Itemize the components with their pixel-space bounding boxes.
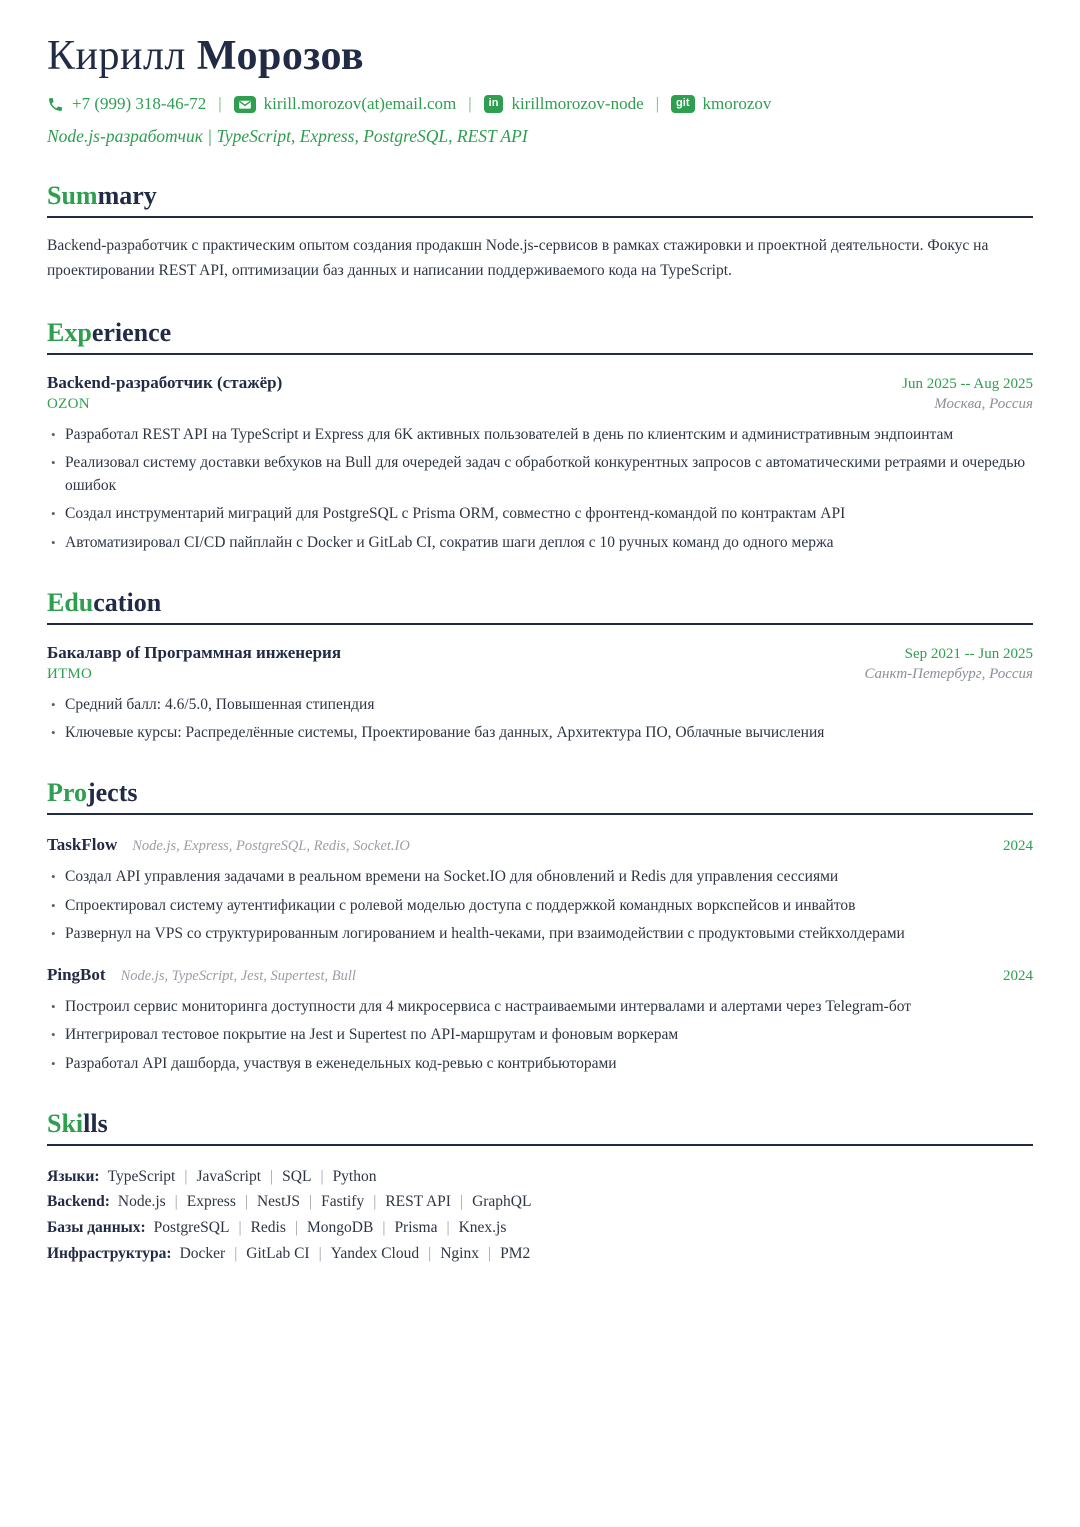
skill-item: Fastify | bbox=[321, 1193, 385, 1210]
separator bbox=[218, 94, 221, 114]
project-stack: Node.js, Express, PostgreSQL, Redis, Socket.IO bbox=[132, 838, 410, 855]
skill-row-backend bbox=[47, 1189, 1033, 1215]
git-handle: kmorozov bbox=[702, 94, 772, 113]
section-title-education bbox=[47, 588, 1033, 625]
email-icon bbox=[234, 96, 256, 113]
job-title: Backend-разработчик (стажёр) bbox=[47, 372, 283, 392]
section-title-prefix: Pro bbox=[47, 778, 87, 808]
skill-item: JavaScript | bbox=[196, 1168, 282, 1185]
project-stack: Node.js, TypeScript, Jest, Supertest, Bull bbox=[120, 968, 356, 985]
skill-row-databases bbox=[47, 1215, 1033, 1241]
skill-item: SQL | bbox=[282, 1168, 332, 1185]
skill-item: NestJS | bbox=[257, 1193, 321, 1210]
education-location: Санкт-Петербург, Россия bbox=[864, 665, 1033, 682]
bullet-item: • Спроектировал систему аутентификации с ролевой моделью доступа с поддержкой командных воркспейсов и инвайтов bbox=[47, 894, 1033, 917]
skill-item: GitLab CI | bbox=[246, 1245, 330, 1262]
project-year: 2024 bbox=[1003, 838, 1033, 855]
separator bbox=[656, 94, 659, 114]
section-title-summary bbox=[47, 181, 1033, 218]
skill-item: Prisma | bbox=[394, 1219, 458, 1236]
skill-item: TypeScript | bbox=[108, 1168, 197, 1185]
skill-row-languages bbox=[47, 1164, 1033, 1190]
experience-entry bbox=[47, 373, 1033, 554]
bullet-item: • Средний балл: 4.6/5.0, Повышенная стипендия bbox=[47, 693, 1033, 716]
project-header bbox=[47, 965, 1033, 985]
section-title-prefix: Exp bbox=[47, 317, 92, 347]
section-title-rest: mary bbox=[97, 181, 157, 210]
skill-item: Knex.js bbox=[458, 1218, 507, 1236]
project-name: TaskFlow bbox=[47, 835, 118, 855]
linkedin-contact[interactable] bbox=[484, 94, 644, 114]
education-entry bbox=[47, 643, 1033, 745]
project-bullets bbox=[47, 865, 1033, 945]
skill-item: MongoDB | bbox=[307, 1219, 394, 1236]
git-contact[interactable] bbox=[671, 94, 771, 114]
company-name: OZON bbox=[47, 395, 90, 412]
contact-row bbox=[47, 94, 1033, 114]
linkedin-handle: kirillmorozov-node bbox=[511, 94, 644, 113]
skill-label: Языки: bbox=[47, 1167, 100, 1185]
section-title-projects bbox=[47, 778, 1033, 815]
project-entry-taskflow bbox=[47, 835, 1033, 945]
section-title-rest: lls bbox=[83, 1108, 108, 1138]
experience-entry-header bbox=[47, 373, 1033, 393]
education-entry-subheader bbox=[47, 666, 1033, 683]
bullet-item: • Построил сервис мониторинга доступности для 4 микросервиса с настраиваемыми интервалами и алертами через Telegram-бот bbox=[47, 995, 1033, 1018]
tagline: Node.js-разработчик | TypeScript, Express, PostgreSQL, REST API bbox=[47, 126, 528, 146]
education-bullets bbox=[47, 693, 1033, 745]
separator bbox=[468, 94, 471, 114]
project-bullets bbox=[47, 995, 1033, 1075]
project-entry-pingbot bbox=[47, 965, 1033, 1075]
first-name: Кирилл bbox=[47, 33, 186, 79]
section-title-rest: jects bbox=[86, 778, 138, 808]
section-title-prefix: Sum bbox=[47, 181, 98, 210]
bullet-item: • Создал API управления задачами в реальном времени на Socket.IO для обновлений и Redis для управления сессиями bbox=[47, 865, 1033, 888]
linkedin-icon: in bbox=[484, 95, 504, 112]
section-title-prefix: Edu bbox=[47, 587, 94, 617]
skill-item: Python bbox=[332, 1167, 377, 1185]
last-name: Морозов bbox=[196, 33, 365, 79]
skill-item: PM2 bbox=[500, 1244, 531, 1262]
summary-section bbox=[47, 234, 1033, 284]
section-title-experience bbox=[47, 318, 1033, 355]
skill-item: Docker | bbox=[180, 1245, 247, 1262]
degree-title: Бакалавр of Программная инженерия bbox=[47, 642, 342, 662]
bullet-item: • Интегрировал тестовое покрытие на Jest и Supertest по API-маршрутам и фоновым воркерам bbox=[47, 1023, 1033, 1046]
section-title-skills bbox=[47, 1109, 1033, 1146]
project-name: PingBot bbox=[47, 965, 106, 985]
skill-label: Инфраструктура: bbox=[47, 1244, 172, 1262]
bullet-item: • Реализовал систему доставки вебхуков на Bull для очередей задач с обработкой конкурентных запросов с автоматическими ретраями и очередью ошибок bbox=[47, 451, 1033, 498]
experience-bullets bbox=[47, 423, 1033, 554]
bullet-item: • Создал инструментарий миграций для PostgreSQL с Prisma ORM, совместно с фронтенд-командой по контрактам API bbox=[47, 502, 1033, 525]
job-dates: Jun 2025 -- Aug 2025 bbox=[902, 375, 1033, 392]
section-title-rest: cation bbox=[93, 587, 162, 617]
skill-item: Redis | bbox=[251, 1219, 307, 1236]
summary-text: Backend-разработчик с практическим опытом создания продакшн Node.js-сервисов в рамках стажировки и проектной деятельности. Фокус на проектировании REST API, оптимизации баз данных и написании поддерживаемого кода на TypeScript. bbox=[47, 237, 989, 279]
email-address: kirill.morozov(at)email.com bbox=[263, 94, 457, 113]
skill-item: Nginx | bbox=[440, 1245, 500, 1262]
git-icon: git bbox=[671, 95, 694, 112]
skill-item: Express | bbox=[187, 1193, 257, 1210]
skill-row-infrastructure bbox=[47, 1241, 1033, 1267]
bullet-item: • Развернул на VPS со структурированным логированием и health-чеками, при взаимодействии с продуктовыми стейкхолдерами bbox=[47, 922, 1033, 945]
skill-item: Node.js | bbox=[118, 1193, 187, 1210]
project-year: 2024 bbox=[1003, 968, 1033, 985]
project-header bbox=[47, 835, 1033, 855]
education-entry-header bbox=[47, 643, 1033, 663]
job-location: Москва, Россия bbox=[934, 395, 1033, 412]
section-title-prefix: Ski bbox=[47, 1108, 84, 1138]
phone-contact[interactable] bbox=[47, 94, 206, 114]
bullet-item: • Автоматизировал CI/CD пайплайн с Docker и GitLab CI, сократив шаги деплоя с 10 ручных команд до одного мержа bbox=[47, 531, 1033, 554]
experience-entry-subheader bbox=[47, 396, 1033, 413]
phone-number: +7 (999) 318-46-72 bbox=[72, 94, 207, 113]
phone-icon bbox=[47, 96, 64, 113]
skills-section bbox=[47, 1164, 1033, 1266]
skill-item: Yandex Cloud | bbox=[331, 1245, 441, 1262]
bullet-item: • Разработал REST API на TypeScript и Express для 6K активных пользователей в день по клиентским и административным эндпоинтам bbox=[47, 423, 1033, 446]
skill-label: Backend: bbox=[47, 1193, 110, 1211]
skill-label: Базы данных: bbox=[47, 1218, 146, 1236]
skill-item: GraphQL bbox=[472, 1193, 532, 1211]
email-contact[interactable] bbox=[234, 94, 457, 114]
section-title-rest: erience bbox=[91, 317, 172, 347]
education-dates: Sep 2021 -- Jun 2025 bbox=[904, 645, 1033, 662]
skill-item: REST API | bbox=[385, 1193, 472, 1210]
page-title bbox=[47, 32, 1033, 80]
bullet-item: • Разработал API дашборда, участвуя в еженедельных код-ревью с контрибьюторами bbox=[47, 1052, 1033, 1075]
skill-item: PostgreSQL | bbox=[154, 1219, 251, 1236]
bullet-item: • Ключевые курсы: Распределённые системы, Проектирование баз данных, Архитектура ПО, Облачные вычисления bbox=[47, 721, 1033, 744]
school-name: ИТМО bbox=[47, 665, 93, 682]
